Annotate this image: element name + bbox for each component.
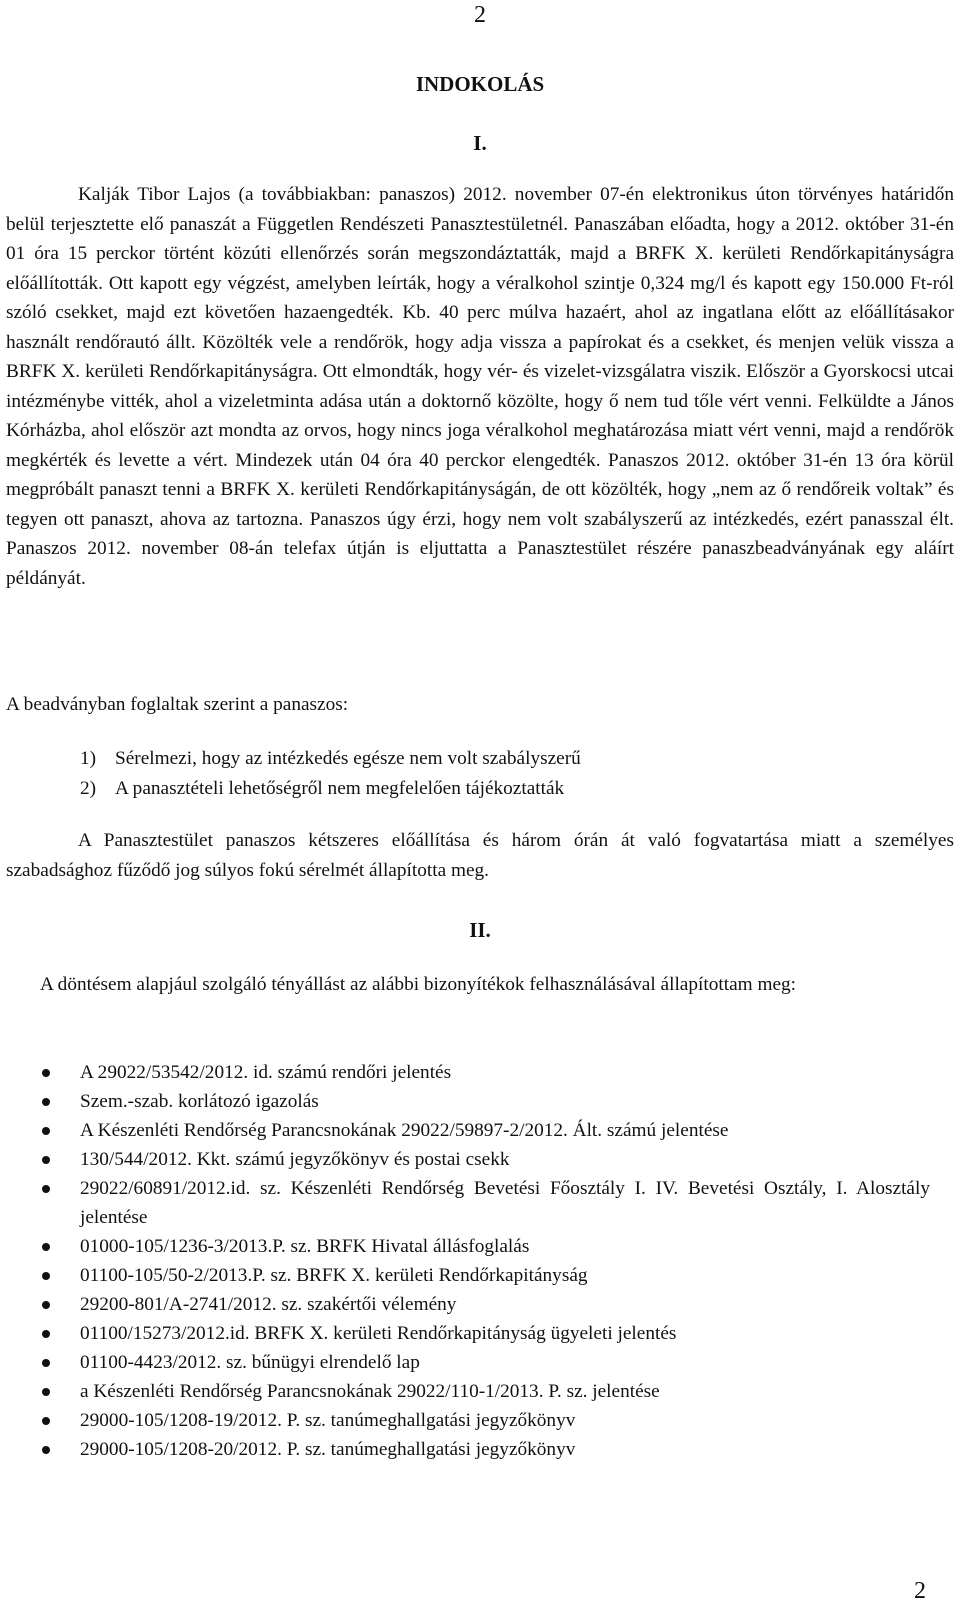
bullet-icon — [42, 1185, 50, 1193]
bullet-icon — [42, 1446, 50, 1454]
list-item — [0, 1435, 960, 1464]
list-item — [0, 1174, 960, 1232]
list-item — [0, 1348, 960, 1377]
bullet-icon — [42, 1243, 50, 1251]
section-heading-one: I. — [473, 131, 487, 155]
bullet-icon — [42, 1330, 50, 1338]
paragraph-board-finding: A Panasztestület panaszos kétszeres előállítása és három órán át való fogvatartása miatt a személyes szabadsághoz fűződő jog súlyos fokú sérelmét állapította meg. — [6, 830, 954, 881]
paragraph-submission-intro: A beadványban foglaltak szerint a panaszos: — [6, 694, 349, 715]
bullet-icon — [42, 1359, 50, 1367]
page-number-top: 2 — [474, 2, 486, 28]
bullet-icon — [42, 1156, 50, 1164]
paragraph-evidence-intro: A döntésem alapjául szolgáló tényállást az alábbi bizonyítékok felhasználásával állapítottam meg: — [40, 974, 796, 995]
list-item-text: 01100-105/50-2/2013.P. sz. BRFK X. kerületi Rendőrkapitányság — [80, 1265, 588, 1286]
list-item — [0, 1377, 960, 1406]
list-item — [0, 1261, 960, 1290]
list-item-text: Szem.-szab. korlátozó igazolás — [80, 1091, 319, 1112]
list-item-text: 29022/60891/2012.id. sz. Készenléti Rendőrség Bevetési Főosztály I. IV. Bevetési Osztály, I. Alosztály jelentése — [80, 1178, 930, 1228]
list-item — [0, 1058, 960, 1087]
bullet-icon — [42, 1417, 50, 1425]
page-number-bottom: 2 — [914, 1578, 926, 1604]
bullet-icon — [42, 1069, 50, 1077]
list-item-text: 130/544/2012. Kkt. számú jegyzőkönyv és postai csekk — [80, 1149, 510, 1170]
list-item-text: 29200-801/A-2741/2012. sz. szakértői vélemény — [80, 1294, 457, 1315]
list-item-text: 01000-105/1236-3/2013.P. sz. BRFK Hivatal állásfoglalás — [80, 1236, 530, 1257]
list-item-text: 29000-105/1208-20/2012. P. sz. tanúmeghallgatási jegyzőkönyv — [80, 1439, 576, 1460]
bullet-icon — [42, 1272, 50, 1280]
evidence-list — [0, 1058, 960, 1464]
list-item — [0, 1145, 960, 1174]
list-item-number: 2) — [80, 778, 97, 799]
list-item — [0, 1232, 960, 1261]
section-heading-two: II. — [469, 918, 491, 942]
list-item — [0, 1087, 960, 1116]
list-item-text: 29000-105/1208-19/2012. P. sz. tanúmeghallgatási jegyzőkönyv — [80, 1410, 576, 1431]
paragraph-complaint-summary: Kalják Tibor Lajos (a továbbiakban: panaszos) 2012. november 07-én elektronikus úton törvényes határidőn belül terjesztette elő panaszát a Független Rendészeti Panasztestületnél. Panaszában előadta, hogy a 2012. október 31-én 01 óra 15 perckor történt közúti ellenőrzés során megszondáztatták, majd a BRFK X. kerületi Rendőrkapitányságra előállították. Ott kapott egy végzést, amelyben leírták, hogy a véralkohol szintje 0,324 mg/l és kapott egy 150.000 Ft-ról szóló csekket, majd ezt követően hazaengedték. Kb. 40 perc múlva hazaért, ahol az ingatlana előtt az előállításakor használt rendőrautó állt. Közölték vele a rendőrök, hogy adja vissza a papírokat és a csekket, és menjen velük vissza a BRFK X. kerületi Rendőrkapitányságra. Ott elmondták, hogy vér- és vizelet-vizsgálatra viszik. Először a Gyorskocsi utcai intézménybe vitték, ahol a vizeletminta adása után a doktornő közölte, hogy ő nem tud tőle vért venni. Felküldte a János Kórházba, ahol először azt mondta az orvos, hogy nincs joga véralkohol meghatározása miatt vért venni, majd a rendőrök megkérték és levette a vért. Mindezek után 04 óra 40 perckor elengedték. Panaszos 2012. október 31-én 13 óra körül megpróbált panaszt tenni a BRFK X. kerületi Rendőrkapitányságán, de ott közölték, hogy „nem az ő rendőreik voltak” és tegyen ott panaszt, ahova az tartozna. Panaszos úgy érzi, hogy nem volt szabályszerű az intézkedés, ezért panasszal élt. Panaszos 2012. november 08-án telefax útján is eljuttatta a Panasztestület részére panaszbeadványának egy aláírt példányát. — [6, 184, 954, 589]
bullet-icon — [42, 1388, 50, 1396]
list-item — [0, 1290, 960, 1319]
list-item-text: 01100/15273/2012.id. BRFK X. kerületi Rendőrkapitányság ügyeleti jelentés — [80, 1323, 677, 1344]
list-item — [0, 1406, 960, 1435]
list-item — [0, 1116, 960, 1145]
list-item — [0, 1319, 960, 1348]
list-item — [0, 744, 960, 774]
list-item-text: A 29022/53542/2012. id. számú rendőri jelentés — [80, 1062, 452, 1083]
bullet-icon — [42, 1301, 50, 1309]
document-title: INDOKOLÁS — [415, 72, 545, 96]
list-item-text: a Készenléti Rendőrség Parancsnokának 29022/110-1/2013. P. sz. jelentése — [80, 1381, 660, 1402]
list-item-number: 1) — [80, 748, 97, 769]
list-item — [0, 774, 960, 804]
list-item-text: Sérelmezi, hogy az intézkedés egésze nem volt szabályszerű — [115, 748, 581, 769]
bullet-icon — [42, 1098, 50, 1106]
list-item-text: A Készenléti Rendőrség Parancsnokának 29022/59897-2/2012. Ált. számú jelentése — [80, 1120, 729, 1141]
list-item-text: A panasztételi lehetőségről nem megfelelően tájékoztatták — [115, 778, 565, 799]
list-item-text: 01100-4423/2012. sz. bűnügyi elrendelő lap — [80, 1352, 420, 1373]
bullet-icon — [42, 1127, 50, 1135]
complaint-list — [0, 744, 960, 804]
